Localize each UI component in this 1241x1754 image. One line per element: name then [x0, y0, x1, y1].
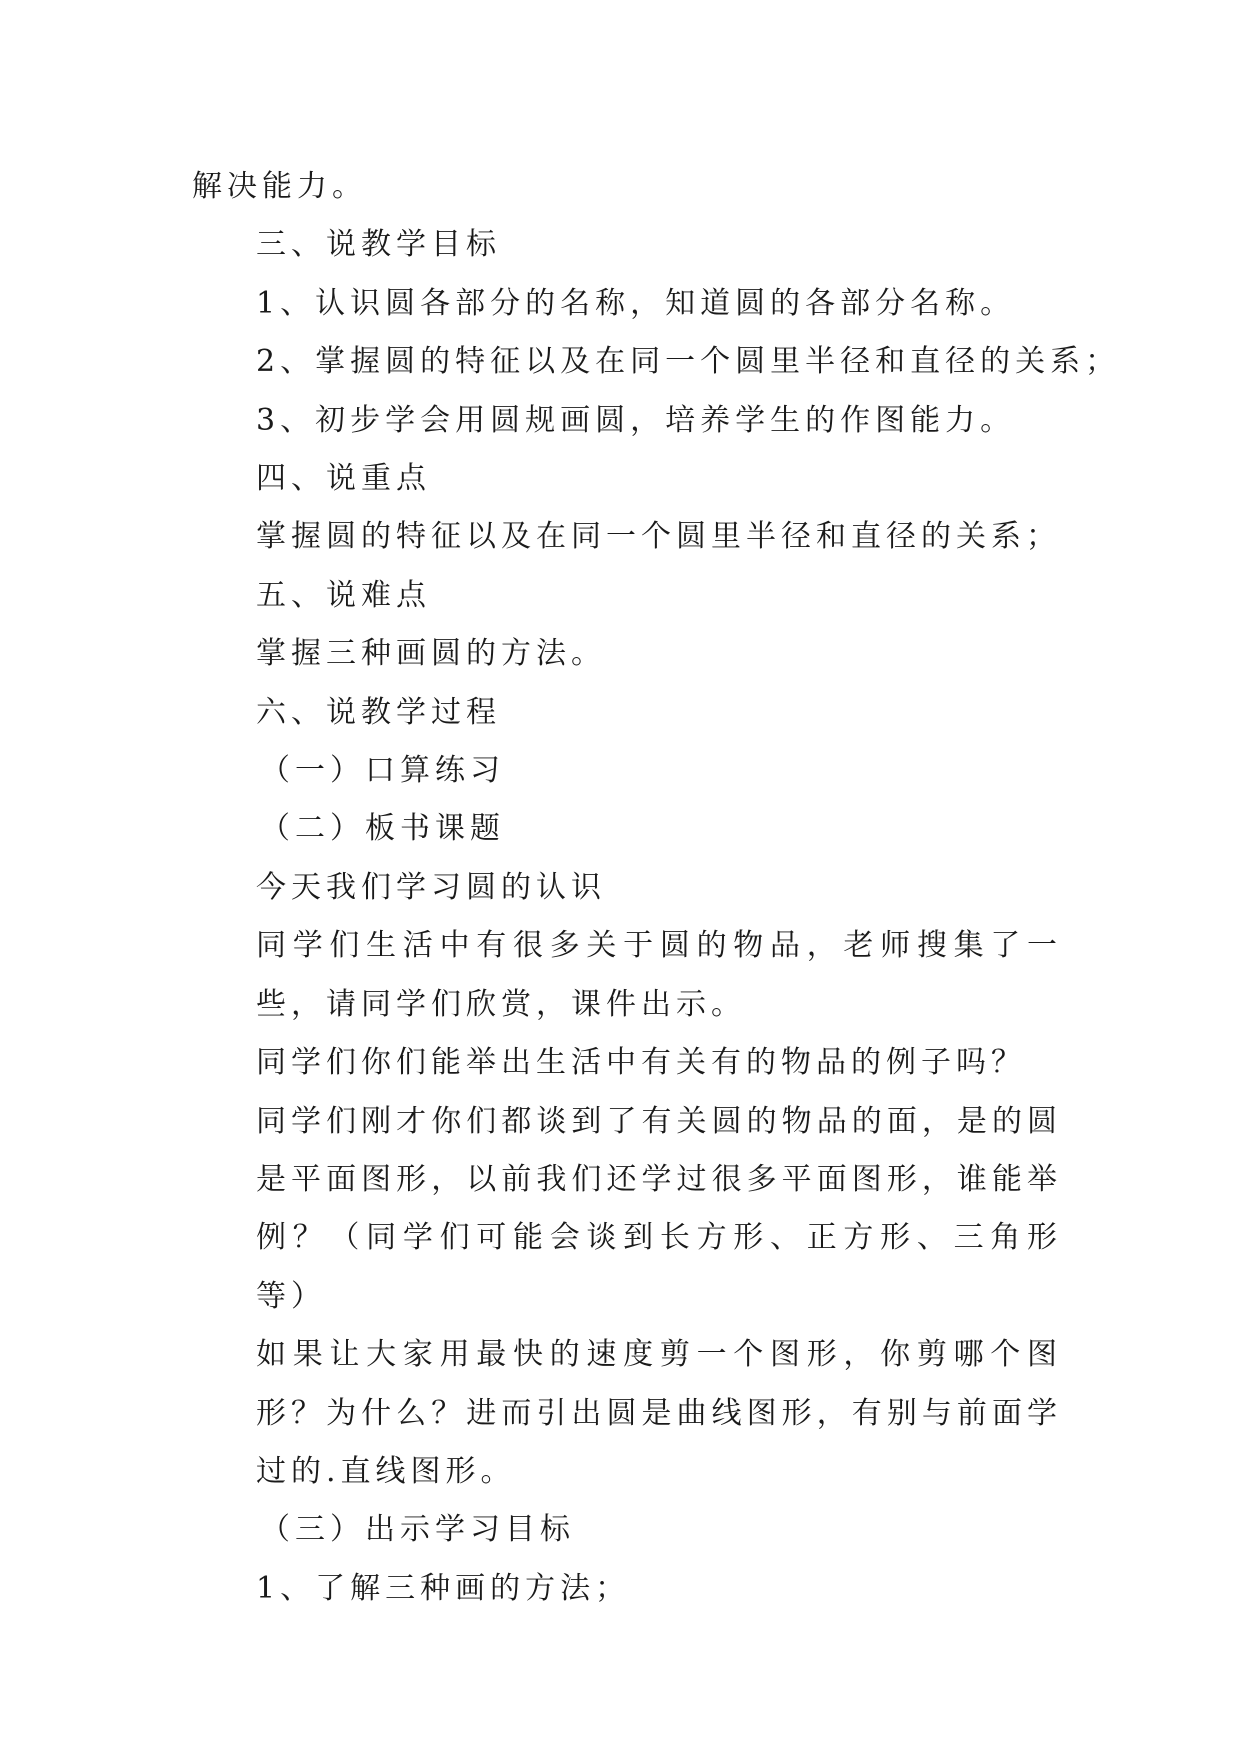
document-body [192, 158, 1121, 1618]
goal-item-3: 3、初步学会用圆规画圆，培养学生的作图能力。 [256, 402, 1016, 438]
subsection-board-title: （二）板书课题 [260, 811, 505, 847]
paragraph-continuation: 解决能力。 [192, 169, 367, 204]
section-heading-teaching-goals: 三、说教学目标 [256, 227, 501, 263]
paragraph-cut-figure: 如果让大家用最快的速度剪一个图形，你剪哪个图形？为什么？进而引出圆是曲线图形，有别与前面学过的.直线图形。 [256, 1337, 1062, 1489]
paragraph-examples-question: 同学们你们能举出生活中有关有的物品的例子吗？ [256, 1045, 1026, 1081]
learning-goal-item-1: 1、了解三种画的方法； [256, 1570, 631, 1606]
goal-item-1: 1、认识圆各部分的名称，知道圆的各部分名称。 [256, 285, 1016, 321]
paragraph-circle-objects: 同学们生活中有很多关于圆的物品，老师搜集了一些，请同学们欣赏，课件出示。 [256, 928, 1062, 1022]
key-points-text: 掌握圆的特征以及在同一个圆里半径和直径的关系； [256, 519, 1061, 555]
section-heading-key-points: 四、说重点 [256, 461, 431, 497]
paragraph-today-topic: 今天我们学习圆的认识 [256, 869, 606, 905]
subsection-learning-goals: （三）出示学习目标 [260, 1512, 575, 1548]
difficulties-text: 掌握三种画圆的方法。 [256, 636, 606, 672]
paragraph-plane-figures: 同学们刚才你们都谈到了有关圆的物品的面，是的圆是平面图形，以前我们还学过很多平面图形，谁能举例？（同学们可能会谈到长方形、正方形、三角形等） [256, 1103, 1062, 1314]
goal-item-2: 2、掌握圆的特征以及在同一个圆里半径和直径的关系； [256, 344, 1121, 380]
subsection-oral-practice: （一）口算练习 [260, 753, 505, 789]
section-heading-teaching-process: 六、说教学过程 [256, 694, 501, 730]
section-heading-difficulties: 五、说难点 [256, 577, 431, 613]
